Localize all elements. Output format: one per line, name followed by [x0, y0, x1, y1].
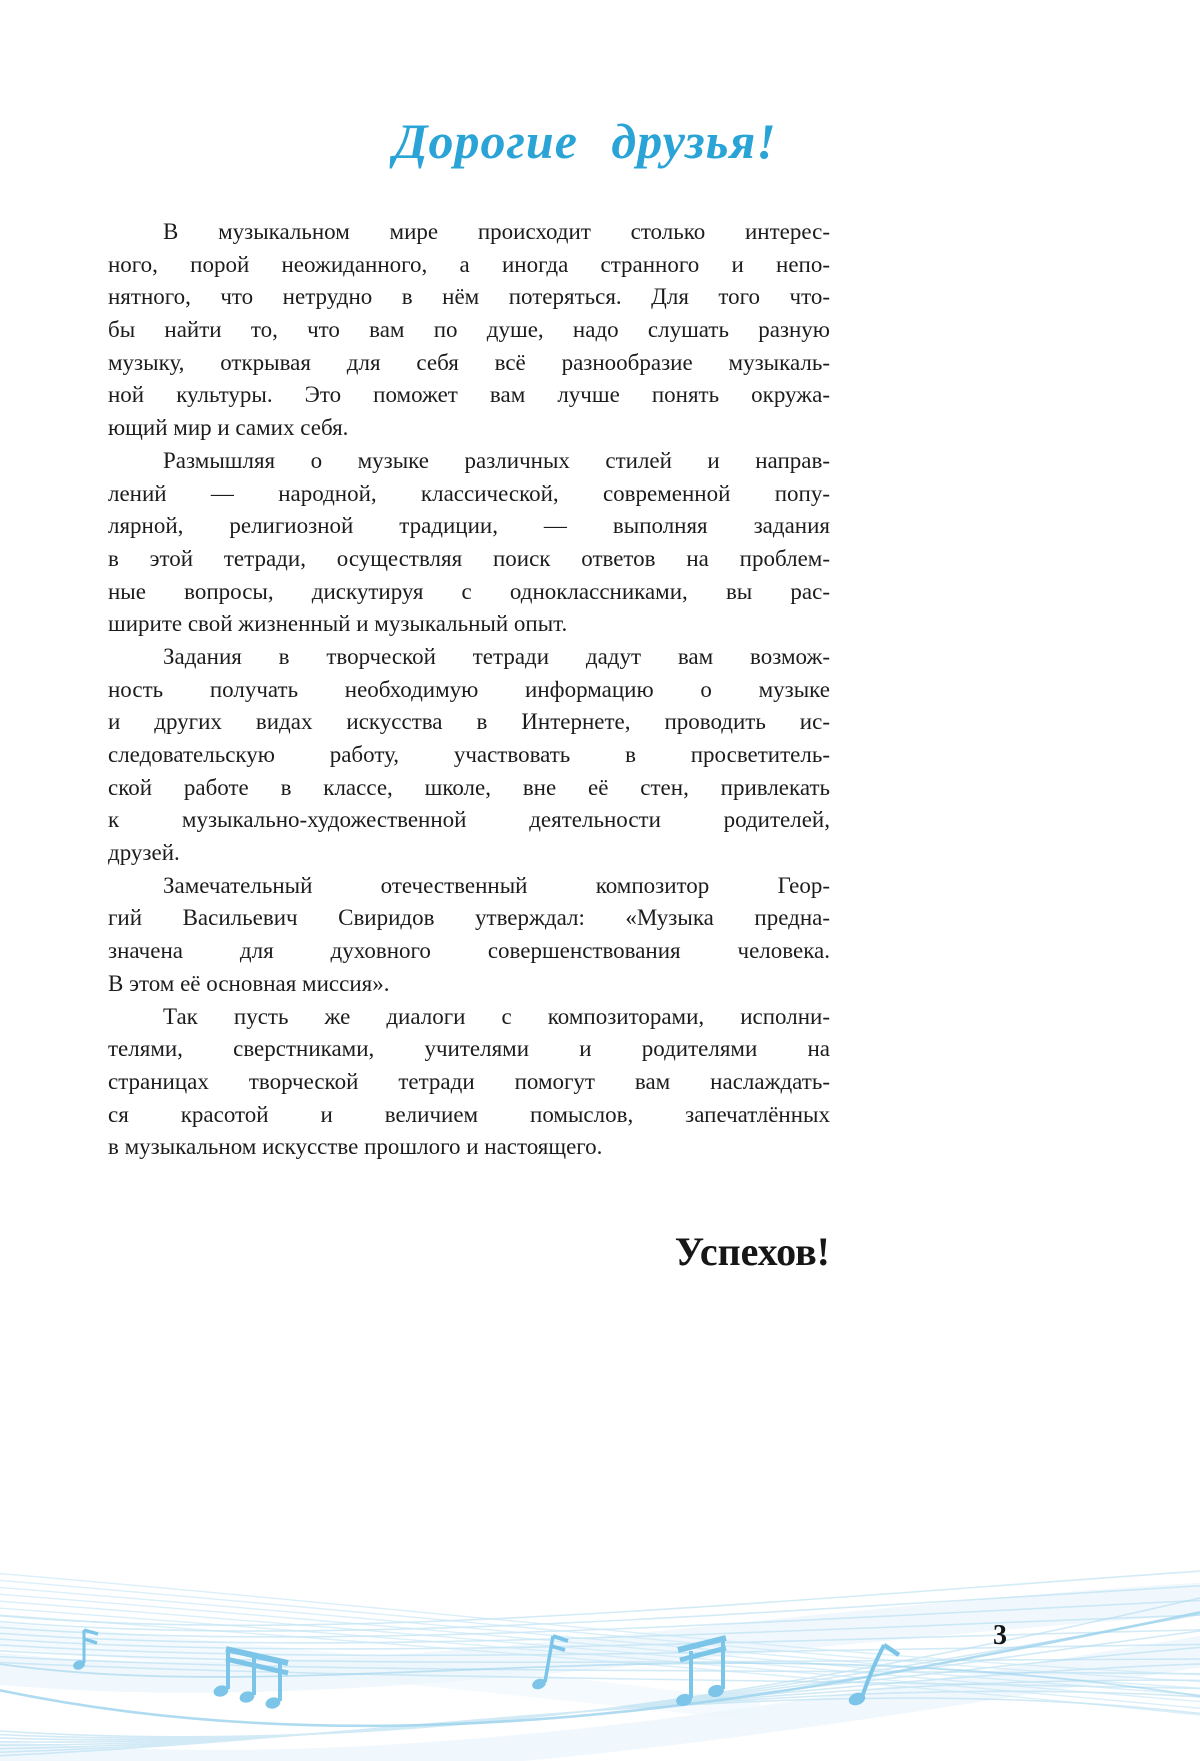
body-line: следовательскую работу, участвовать в просветитель- [108, 742, 830, 767]
body-line: Так пусть же диалоги с композиторами, исполни- [163, 1003, 830, 1029]
body-line: в музыкальном искусстве прошлого и настоящего. [108, 1134, 603, 1160]
body-line: Задания в творческой тетради дадут вам возмож- [163, 643, 830, 669]
body-line: В этом её основная миссия». [108, 970, 390, 996]
body-line: и других видах искусства в Интернете, проводить ис- [108, 709, 830, 735]
closing-signature: Успехов! [674, 1229, 830, 1274]
body-line: Размышляя о музыке различных стилей и направ- [163, 447, 830, 473]
body-line: друзей. [108, 840, 180, 866]
page-number: 3 [993, 1620, 1007, 1651]
body-line: ской работе в классе, школе, вне её стен, привлекать [108, 774, 830, 800]
body-line: лярной, религиозной традиции, — выполняя задания [108, 513, 830, 539]
body-line: в этой тетради, осуществляя поиск ответов на проблем- [108, 545, 830, 571]
body-line: телями, сверстниками, учителями и родителями на [108, 1036, 830, 1062]
body-line: ность получать необходимую информацию о музыке [108, 676, 830, 702]
body-line: ной культуры. Это поможет вам лучше понять окружа- [108, 382, 830, 408]
body-line: лений — народной, классической, современной попу- [108, 480, 830, 506]
body-line: значена для духовного совершенствования человека. [108, 938, 830, 964]
body-line: ные вопросы, дискутируя с одноклассниками, вы рас- [108, 578, 830, 604]
body-line: музыку, открывая для себя всё разнообразие музыкаль- [108, 349, 830, 375]
body-line: ширите свой жизненный и музыкальный опыт. [108, 611, 568, 637]
body-text [108, 216, 830, 1164]
page-title: Дорогие друзья! [393, 113, 777, 169]
music-wave-decoration [0, 1551, 1200, 1761]
body-line: нятного, что нетрудно в нём потеряться. Для того что- [108, 284, 830, 310]
body-line: к музыкально-художественной деятельности родителей, [108, 807, 830, 833]
body-line: гий Васильевич Свиридов утверждал: «Музыка предна- [108, 905, 830, 931]
body-line: бы найти то, что вам по душе, надо слушать разную [108, 317, 830, 343]
body-line: ного, порой неожиданного, а иногда странного и непо- [108, 251, 830, 277]
body-line: Замечательный отечественный композитор Геор- [163, 872, 830, 898]
body-line: В музыкальном мире происходит столько интерес- [163, 219, 830, 244]
body-line: страницах творческой тетради помогут вам наслаждать- [108, 1068, 830, 1094]
body-line: ющий мир и самих себя. [108, 415, 349, 441]
body-line: ся красотой и величием помыслов, запечатлённых [108, 1101, 830, 1127]
